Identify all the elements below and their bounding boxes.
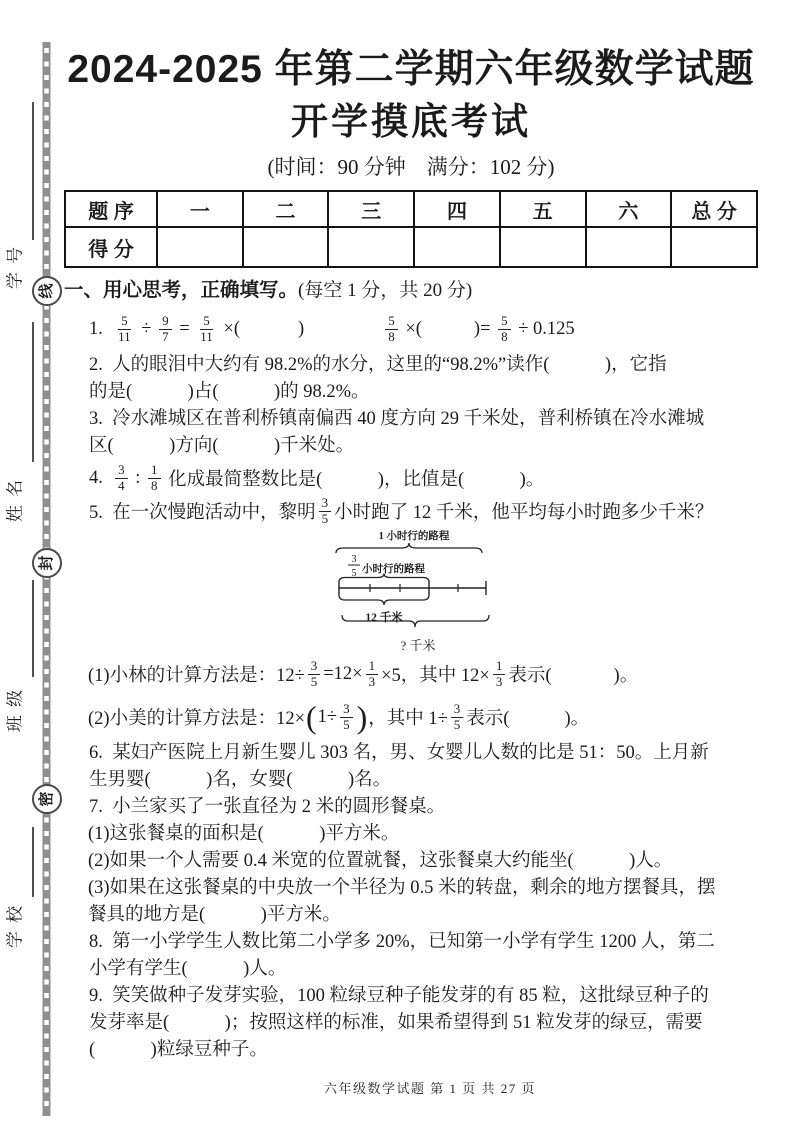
section-1-heading (64, 277, 758, 304)
question-7-sub-3-line-1: (3)如果在这张餐桌的中央放一个半径为 0.5 米的转盘，剩余的地方摆餐具，摆 (88, 878, 716, 898)
score-cell[interactable] (500, 227, 586, 267)
score-table-header-row (65, 191, 757, 227)
underbrace-12km (339, 595, 429, 605)
score-cell[interactable] (671, 227, 757, 267)
section-1-title: 一、用心思考，正确填写。 (64, 279, 299, 301)
score-col-1: 一 (157, 191, 243, 227)
score-table-corner: 题 序 (65, 191, 157, 227)
seal-char-feng: 封 (39, 555, 55, 571)
question-1-right: $\frac{5}{8}$ ×( )= $\frac{5}{8}$ ÷ 0.125 (382, 314, 575, 344)
score-cell[interactable] (414, 227, 500, 267)
exam-content (64, 44, 758, 1064)
diagram-label-question-km: ? 千米 (400, 638, 436, 653)
class-label: 班 级 (5, 687, 25, 733)
binding-margin (0, 0, 72, 1122)
diagram-frac-denominator: 5 (351, 568, 357, 579)
bar-diagram (330, 526, 560, 654)
question-4: 4. $\frac{3}{4}$ : $\frac{1}{8}$ 化成最简整数比是( )，比值是( )。 (89, 461, 545, 493)
diagram-frac-numerator: 3 (351, 554, 357, 565)
score-cell[interactable] (157, 227, 243, 267)
question-3-line-1: 3. 冷水滩城区在普利桥镇南偏西 40 度方向 29 千米处，普利桥镇在冷水滩城 (89, 409, 705, 429)
question-5-sub-1: (1)小林的计算方法是：12÷ $\frac{3}{5}$ =12× $\frac{1}{3}$ ×5，其中 12× $\frac{1}{3}$ 表示( )。 (88, 657, 639, 689)
score-cell[interactable] (328, 227, 414, 267)
page-title: 2024-2025 年第二学期六年级数学试题 (67, 48, 755, 91)
question-7-sub-1: (1)这张餐桌的面积是( )平方米。 (88, 824, 400, 844)
question-5-sub-2: (2)小美的计算方法是：12× ( 1÷ $\frac{3}{5}$ ) ，其中 1÷ $\frac{3}{5}$ 表示( )。 (88, 699, 590, 735)
question-9-line-1: 9. 笑笑做种子发芽实验，100 粒绿豆种子能发芽的有 85 粒，这批绿豆种子的 (89, 986, 709, 1006)
exam-meta: (时间：90 分钟 满分：102 分) (267, 155, 555, 179)
student-id-label: 学 号 (5, 244, 25, 290)
score-col-2: 二 (243, 191, 329, 227)
question-1-left: 1. $\frac{5}{11}$ ÷ $\frac{9}{7}$ = $\frac{5}{11}$ ×( ) (89, 312, 305, 344)
score-cell[interactable] (586, 227, 672, 267)
underbrace-total (342, 615, 489, 627)
school-label: 学 校 (5, 903, 25, 949)
page-footer: 六年级数学试题 第 1 页 共 27 页 (323, 1081, 536, 1096)
question-8-line-1: 8. 第一小学学生人数比第二小学多 20%，已知第一小学有学生 1200 人，第二 (89, 932, 715, 952)
question-6-line-2: 生男婴( )名，女婴( )名。 (89, 770, 392, 790)
seal-char-xian: 线 (39, 283, 55, 299)
score-col-3: 三 (328, 191, 414, 227)
score-table-score-row (65, 227, 757, 267)
question-7-sub-3-line-2: 餐具的地方是( )平方米。 (88, 905, 341, 925)
question-2-line-1: 2. 人的眼泪中大约有 98.2%的水分，这里的“98.2%”读作( )，它指 (89, 355, 667, 375)
score-col-6: 六 (586, 191, 672, 227)
section-1-note: (每空 1 分，共 20 分) (298, 280, 473, 301)
question-7-sub-2: (2)如果一个人需要 0.4 米宽的位置就餐，这张餐桌大约能坐( )人。 (88, 851, 673, 871)
student-name-label: 姓 名 (5, 477, 25, 523)
question-2-line-2: 的是( )占( )的 98.2%。 (89, 382, 370, 402)
question-9-line-3: ( )粒绿豆种子。 (89, 1040, 268, 1060)
score-row-label: 得 分 (65, 227, 157, 267)
diagram-label-one-hour: 1 小时行的路程 (378, 531, 450, 542)
question-6-line-1: 6. 某妇产医院上月新生婴儿 303 名，男、女婴儿人数的比是 51：50。上月新 (89, 743, 709, 763)
page-subtitle: 开学摸底考试 (291, 101, 531, 142)
score-col-total: 总 分 (671, 191, 757, 227)
question-3-line-2: 区( )方向( )千米处。 (89, 436, 355, 456)
diagram-label-12km: 12 千米 (365, 612, 403, 624)
score-cell[interactable] (243, 227, 329, 267)
score-col-5: 五 (500, 191, 586, 227)
overbrace-one-hour (336, 543, 482, 553)
question-1 (64, 306, 758, 352)
seal-char-mi: 密 (39, 791, 55, 807)
score-table (64, 190, 758, 268)
question-5: 5. 在一次慢跑活动中，黎明 $\frac{3}{5}$ 小时跑了 12 千米，他平均每小时跑多少千米？ (89, 494, 714, 526)
diagram-label-partial-hour: 小时行的路程 (362, 564, 425, 575)
score-col-4: 四 (414, 191, 500, 227)
question-5-diagram (330, 526, 758, 654)
question-7: 7. 小兰家买了一张直径为 2 米的圆形餐桌。 (89, 797, 446, 817)
question-8-line-2: 小学有学生( )人。 (89, 959, 287, 979)
question-9-line-2: 发芽率是( )；按照这样的标准，如果希望得到 51 粒发芽的绿豆，需要 (89, 1013, 703, 1033)
